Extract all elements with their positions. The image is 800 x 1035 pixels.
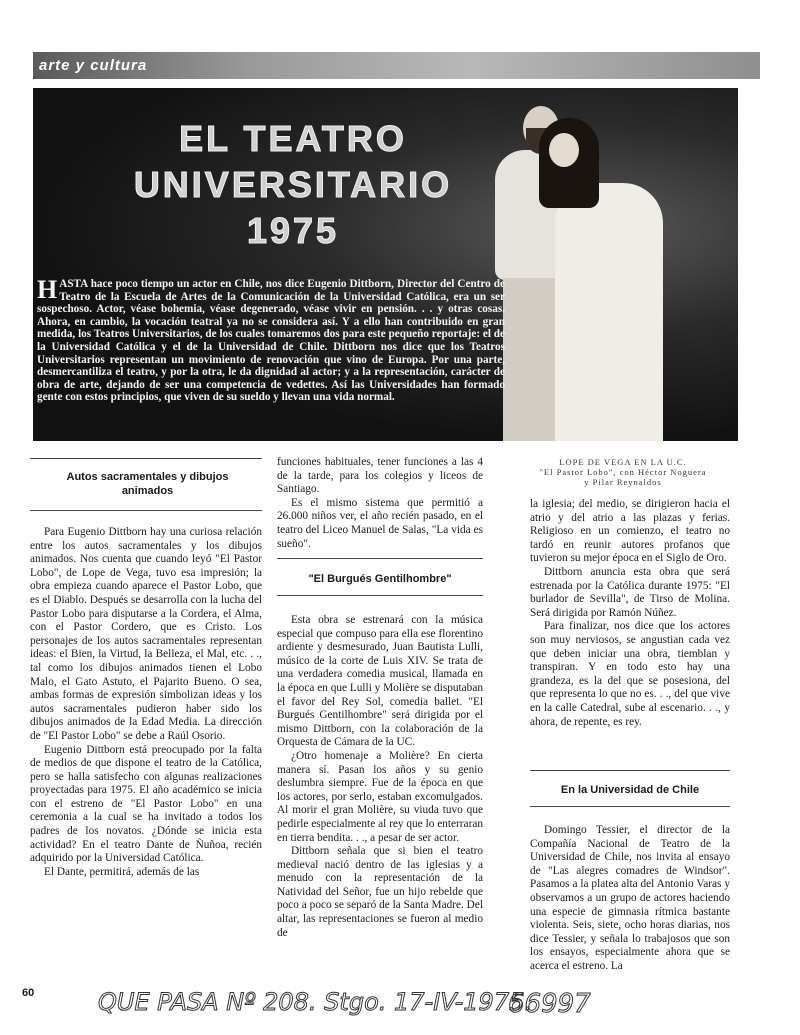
col1-heading-rule — [30, 510, 262, 511]
col2-paragraph: funciones habituales, tener funciones a las 4 de la tarde, para los colegios y liceos de Santiago. — [277, 456, 483, 496]
col3-top-rule — [530, 770, 730, 771]
article-headline — [93, 116, 493, 254]
col1-paragraph: Eugenio Dittborn está preocupado por la falta de medios de que dispone el teatro de la Católica, pero se halla satisfecho con algunas realizaciones proyectadas para 1975. El año académico se inicia con el estreno de "El Pastor Lobo" en una ceremonia a la cual se ha invitado a todos los padres de los novatos. ¿Dónde se inicia esta actividad? En el teatro Dante de Ñuñoa, recién adquirido por la Universidad Católica. — [30, 743, 262, 865]
col2-body-top — [277, 456, 483, 551]
col1-paragraph: Para Eugenio Dittborn hay una curiosa relación entre los autos sacramentales y los dibujos animados. Nos cuenta que cuando leyó "El Pastor Lobo", de Lope de Vega, tuvo esa impresión; la obra empieza cuando aparece el Pastor Lobo, que es el Diablo. Después se desarrolla con la lucha del Pastor Lobo para disputarse a la Cordera, el Alma, con el Pastor Cordero, que es Cristo. Los personajes de los autos sacramentales representan ideas: el Bien, la Virtud, la Belleza, el Mal, etc. . ., tal como los dibujos animados tienen el Lobo Malo, el Gato Astuto, el Pajarito Bueno. O sea, ambas formas de expresión simbolizan ideas y los autos sacramentales pudieron haber sido los dibujos animados de la Edad Media. La dirección de "El Pastor Lobo" se debe a Raúl Osorio. — [30, 526, 262, 742]
intro-dropcap: H — [37, 275, 58, 304]
col1-paragraph: El Dante, permitirá, además de las — [44, 865, 200, 878]
col3-paragraph: Dittborn anuncia esta obra que será estrenada por la Católica durante 1975: "El burlador de Sevilla", de Tirso de Molina. Será dirigida por Ramón Núñez. — [530, 565, 730, 619]
hero-photo — [33, 88, 738, 441]
intro-text: ASTA hace poco tiempo un actor en Chile, nos dice Eugenio Dittborn, Director del Centro de Teatro de la Escuela de Artes de la Comunicación de la Universidad Católica, era un ser sospechoso. Actor, véase bohemia, véase degenerado, véase vivir en pensión. . . y otras cosas. Ahora, en cambio, la vocación teatral ya no se considera así. Y a ello han contribuido en gran medida, los Teatros Universitarios, de los cuales tomaremos dos para este pequeño reportaje: el de la Universidad Católica y el de la Universidad de Chile. Dittborn nos dice que los Teatros Universitarios representan un movimiento de renovación que vino de Europa. Por una parte, desmercantiliza el teatro, y por la otra, le da dignidad al actor; y a la representación, carácter de obra de arte, dejando de ser una competencia de vedettes. Así las Universidades han formado gente con estos principios, que viven de su sueldo y llevan una vida normal. — [37, 278, 505, 404]
col2-body-bottom — [277, 614, 483, 940]
handwritten-note: QUE PASA Nº 208. Stgo. 17-IV-1975. — [98, 988, 532, 1016]
col3-paragraph: la iglesia; del medio, se dirigieron hacia el atrio y del atrio a las plazas y ferias. Religioso en un comienzo, el teatro no tardó en reunir autores profanos que tuvieron su mejor época en el Siglo de Oro. — [530, 498, 730, 565]
actress-face — [549, 133, 579, 167]
caption-line-1: LOPE DE VEGA EN LA U.C. — [559, 457, 687, 467]
caption-line-2: "El Pastor Lobo", con Héctor Noguera — [539, 467, 707, 477]
col2-paragraph: Esta obra se estrenará con la música especial que compuso para ella ese florentino ardiente y desmesurado, Juan Bautista Lulli, músico de la corte de Luis XIV. Se trata de una verdadera comedia musical, llamada en la época en que Lulli y Molière se disputaban el favor del Rey Sol, comedia ballet. "El Burgués Gentilhombre" será dirigida por el mismo Dittborn, con la colaboración de la Orquesta de Cámara de la UC. — [277, 614, 483, 749]
headline-line-2: UNIVERSITARIO 1975 — [133, 164, 453, 251]
col1-heading: Autos sacramentales y dibujos animados — [66, 471, 229, 497]
col2-paragraph: ¿Otro homenaje a Molière? En cierta manera sí. Pasan los años y su genio deslumbra siempre. Fue de la época en que los actores, por serlo, estaban excomulgados. Al morir el gran Molière, su viuda tuvo que pedirle especialmente al rey que lo enterraran en tierra bendita. . ., a pesar de ser actor. — [277, 749, 483, 844]
actress-figure — [555, 183, 663, 441]
col3-body-top — [530, 498, 730, 729]
col3-body-bottom — [530, 824, 730, 974]
col2-paragraph: Dittborn señala que si bien el teatro medieval nació dentro de las iglesias y a menudo con la representación de la Natividad del Señor, fue un hijo rebelde que poco a poco se separó de la Santa Madre. Del altar, las representaciones se fueron al medio de — [277, 845, 483, 939]
col3-heading: En la Universidad de Chile — [560, 784, 700, 796]
handwritten-annotation — [98, 980, 758, 1022]
col3-paragraph: Para finalizar, nos dice que los actores son muy nerviosos, se angustian cada vez que deben iniciar una obra, tiemblan y transpiran. Y en todo esto hay una grandeza, es la del que se posesiona, del que representa lo que no es. . ., del que vive en la calle Catedral, sube al escenario. . ., y ahora, de repente, es rey. — [530, 620, 730, 728]
section-header-bar — [33, 52, 760, 79]
col3-heading-rule — [530, 806, 730, 807]
col1-body — [30, 526, 262, 879]
section-label: arte y cultura — [39, 57, 148, 74]
col2-paragraph: Es el mismo sistema que permitió a 26.000 niños ver, el año recién pasado, en el teatro del Liceo Manuel de Salas, "La vida es sueño". — [277, 496, 483, 550]
col2-top-rule — [277, 558, 483, 559]
col2-heading: "El Burgués Gentilhombre" — [308, 573, 452, 585]
page-number: 60 — [22, 987, 35, 999]
intro-paragraph — [37, 275, 505, 404]
photo-caption — [478, 457, 768, 487]
col1-top-rule — [30, 458, 262, 459]
handwritten-number: 66997 — [508, 989, 591, 1019]
col2-heading-rule — [277, 595, 483, 596]
headline-line-1: EL TEATRO — [179, 118, 407, 159]
col3-paragraph: Domingo Tessier, el director de la Compañía Nacional de Teatro de la Universidad de Chile, nos invita al ensayo de "Las alegres comadres de Windsor". Pasamos a la platea alta del Antonio Varas y observamos a un grupo de actores haciendo una especie de gimnasia rítmica bastante violenta. Seis, siete, ocho horas diarias, nos dice Tessier, y señala lo trabajosos que son los ensayos, especialmente ahora que se acerca el estreno. La — [530, 824, 730, 972]
caption-line-3: y Pilar Reynaldos — [584, 477, 662, 487]
